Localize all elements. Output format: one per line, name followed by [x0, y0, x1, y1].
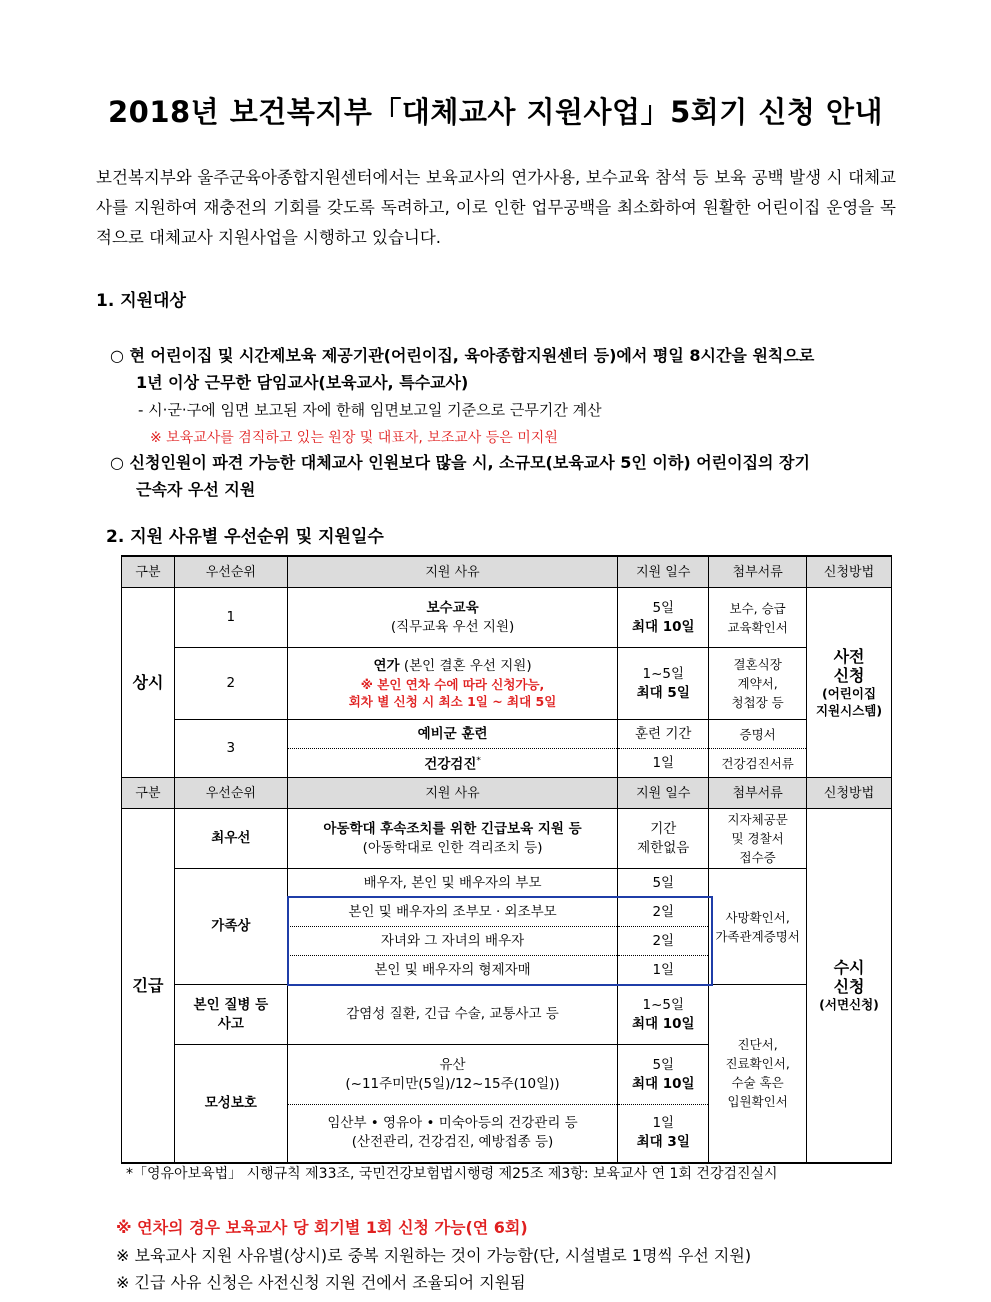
days-cell: 5일 [618, 869, 709, 898]
page-title: 2018년 보건복지부「대체교사 지원사업」5회기 신청 안내 [107, 95, 884, 129]
rank-line: 사고 [217, 1015, 244, 1032]
header-cell: 첨부서류 [709, 556, 807, 588]
rank-cell: 2 [174, 648, 287, 720]
bullet1-sub2: ※ 보육교사를 겸직하고 있는 원장 및 대표자, 보조교사 등은 미지원 [150, 430, 558, 446]
days-cell: 훈련 기간 [618, 720, 709, 749]
header-cell: 신청방법 [807, 556, 892, 588]
bullet1-sub1: - 시·군·구에 임면 보고된 자에 한해 임면보고일 기준으로 근무기간 계산 [138, 401, 602, 419]
days-cell [618, 588, 709, 648]
days-value: 기간 [650, 820, 677, 837]
docs-line: 교육확인서 [727, 619, 788, 635]
days-value: 제한없음 [637, 839, 690, 856]
docs-line: 계약서, [737, 676, 778, 691]
reason-cell [287, 1045, 618, 1105]
reason-cell: 본인 및 배우자의 조부모 · 외조부모 [287, 898, 618, 927]
support-table [121, 555, 892, 1164]
reason-title: 임산부 • 영유아 • 미숙아등의 건강관리 등 [327, 1115, 578, 1132]
section2-heading: 2. 지원 사유별 우선순위 및 지원일수 [106, 527, 384, 547]
docs-line: 입원확인서 [727, 1094, 788, 1110]
days-cell [618, 648, 709, 720]
rank-cell: 최우선 [174, 809, 287, 869]
docs-cell: 건강검진서류 [709, 749, 807, 778]
method-line: (서면신청) [819, 996, 879, 1012]
docs-line: 진단서, [737, 1037, 778, 1053]
table-row [122, 809, 892, 869]
bullet2-line2: 근속자 우선 지원 [136, 480, 256, 499]
days-max: 최대 5일 [636, 684, 690, 701]
days-value: 1~5일 [642, 996, 685, 1013]
reason-cell: 배우자, 본인 및 배우자의 부모 [287, 869, 618, 898]
reason-cell: 본인 및 배우자의 형제자매 [287, 956, 618, 985]
docs-line: 보수, 승급 [729, 600, 786, 616]
reason-cell [287, 809, 618, 869]
days-cell [618, 985, 709, 1045]
section1-heading: 1. 지원대상 [96, 291, 186, 311]
docs-cell [709, 869, 807, 985]
reason-title: 연가 [373, 658, 400, 674]
reason-sub: (산전관리, 건강검진, 예방접종 등) [351, 1134, 554, 1151]
docs-line: 결혼식장 [733, 657, 782, 672]
table-row [122, 588, 892, 648]
docs-cell [709, 588, 807, 648]
reason-cell: 자녀와 그 자녀의 배우자 [287, 927, 618, 956]
rank-cell: 3 [174, 720, 287, 778]
days-value: 5일 [652, 1056, 675, 1073]
days-value: 5일 [652, 599, 675, 616]
days-max: 최대 10일 [631, 618, 695, 635]
days-max: 최대 10일 [631, 1075, 695, 1092]
docs-line: 접수증 [739, 850, 776, 865]
note-1: ※ 연차의 경우 보육교사 당 회기별 1회 신청 가능(연 6회) [116, 1218, 528, 1237]
header-cell: 지원 일수 [618, 778, 709, 809]
category-sangsi: 상시 [122, 588, 175, 778]
method-line: 사전 [833, 646, 865, 666]
footnote-mark: * [476, 755, 481, 766]
header-cell: 신청방법 [807, 778, 892, 809]
docs-line: 진료확인서, [725, 1056, 790, 1072]
days-cell [618, 1105, 709, 1163]
reason-title: 아동학대 후속조치를 위한 긴급보육 지원 등 [323, 820, 582, 837]
docs-cell [709, 985, 807, 1163]
table-row [122, 720, 892, 749]
docs-line: 수술 혹은 [731, 1075, 784, 1091]
header-cell: 구분 [122, 778, 175, 809]
days-cell: 1일 [618, 749, 709, 778]
header-cell: 지원 일수 [618, 556, 709, 588]
category-gingeup: 긴급 [122, 809, 175, 1163]
header-cell: 지원 사유 [287, 778, 618, 809]
method-line: 신청 [833, 976, 865, 996]
note-2: ※ 보육교사 지원 사유별(상시)로 중복 지원하는 것이 가능함(단, 시설별로 1명씩 우선 지원) [116, 1246, 752, 1265]
reason-cell [287, 749, 618, 778]
reason-sub: (~11주미만(5일)/12~15주(10일)) [345, 1075, 560, 1092]
bullet1-line2: 1년 이상 근무한 담임교사(보육교사, 특수교사) [136, 373, 469, 392]
reason-title: 건강검진 [424, 756, 477, 773]
reason-sub: (직무교육 우선 지원) [390, 618, 515, 635]
docs-cell [709, 648, 807, 720]
days-cell: 2일 [618, 898, 709, 927]
days-cell [618, 1045, 709, 1105]
table-row [122, 648, 892, 720]
reason-cell [287, 588, 618, 648]
method-cell-sangsi [807, 588, 892, 778]
days-cell: 2일 [618, 927, 709, 956]
table-row [122, 869, 892, 898]
reason-cell: 감염성 질환, 긴급 수술, 교통사고 등 [287, 985, 618, 1045]
days-max: 최대 10일 [631, 1015, 695, 1032]
days-max: 최대 3일 [636, 1134, 690, 1151]
reason-cell [287, 648, 618, 720]
method-cell-gingeup [807, 809, 892, 1163]
docs-cell [709, 809, 807, 869]
days-cell [618, 809, 709, 869]
reason-cell [287, 1105, 618, 1163]
docs-line: 가족관계증명서 [715, 928, 800, 944]
header-cell: 첨부서류 [709, 778, 807, 809]
table-header-row [122, 556, 892, 588]
rank-line: 본인 질병 등 [193, 996, 269, 1013]
method-line: 지원시스템) [815, 702, 883, 718]
table-footnote: *「영유아보육법」 시행규칙 제33조, 국민건강보험법시행령 제25조 제3항: 보육교사 연 1회 건강검진실시 [126, 1166, 778, 1182]
header-cell: 구분 [122, 556, 175, 588]
intro-paragraph [96, 163, 896, 253]
days-cell: 1일 [618, 956, 709, 985]
reason-rest: (본인 결혼 우선 지원) [399, 658, 532, 674]
bullet2-line1: ○ 신청인원이 파견 가능한 대체교사 인원보다 많을 시, 소규모(보육교사 5인 이하) 어린이집의 장기 [110, 453, 810, 472]
header-cell: 우선순위 [174, 556, 287, 588]
reason-red-note: 회차 별 신청 시 최소 1일 ~ 최대 5일 [348, 694, 557, 709]
method-line: 신청 [833, 665, 865, 685]
reason-red-note: ※ 본인 연차 수에 따라 신청가능, [360, 677, 545, 692]
rank-cell [174, 985, 287, 1045]
reason-title: 보수교육 [426, 599, 479, 616]
docs-cell: 증명서 [709, 720, 807, 749]
table-row [122, 985, 892, 1045]
docs-line: 및 경찰서 [731, 831, 784, 846]
intro-text: 보건복지부와 울주군육아종합지원센터에서는 보육교사의 연가사용, 보수교육 참석 등 보육 공백 발생 시 대체교사를 지원하여 재충전의 기회를 갖도록 독려하고, 이로 인한 업무공백을 최소화하여 원활한 어린이집 운영을 목적으로 대체교사 지원사업을 시행하고 있습니다. [96, 168, 896, 247]
table-header-row [122, 778, 892, 809]
docs-line: 청첩장 등 [731, 695, 784, 710]
reason-sub: (아동학대로 인한 격리조치 등) [362, 839, 543, 856]
reason-title: 유산 [439, 1056, 466, 1073]
rank-cell: 모성보호 [174, 1045, 287, 1163]
docs-line: 사망확인서, [725, 909, 790, 925]
docs-line: 지자체공문 [727, 812, 788, 827]
note-3: ※ 긴급 사유 신청은 사전신청 지원 건에서 조율되어 지원됨 [116, 1273, 526, 1292]
rank-cell: 1 [174, 588, 287, 648]
bullet1-line1: ○ 현 어린이집 및 시간제보육 제공기관(어린이집, 육아종합지원센터 등)에서 평일 8시간을 원칙으로 [110, 346, 815, 365]
days-value: 1~5일 [642, 665, 685, 682]
method-line: 수시 [833, 957, 865, 977]
reason-cell: 예비군 훈련 [287, 720, 618, 749]
rank-cell: 가족상 [174, 869, 287, 985]
header-cell: 우선순위 [174, 778, 287, 809]
days-value: 1일 [652, 1115, 675, 1132]
header-cell: 지원 사유 [287, 556, 618, 588]
method-line: (어린이집 [822, 685, 877, 701]
